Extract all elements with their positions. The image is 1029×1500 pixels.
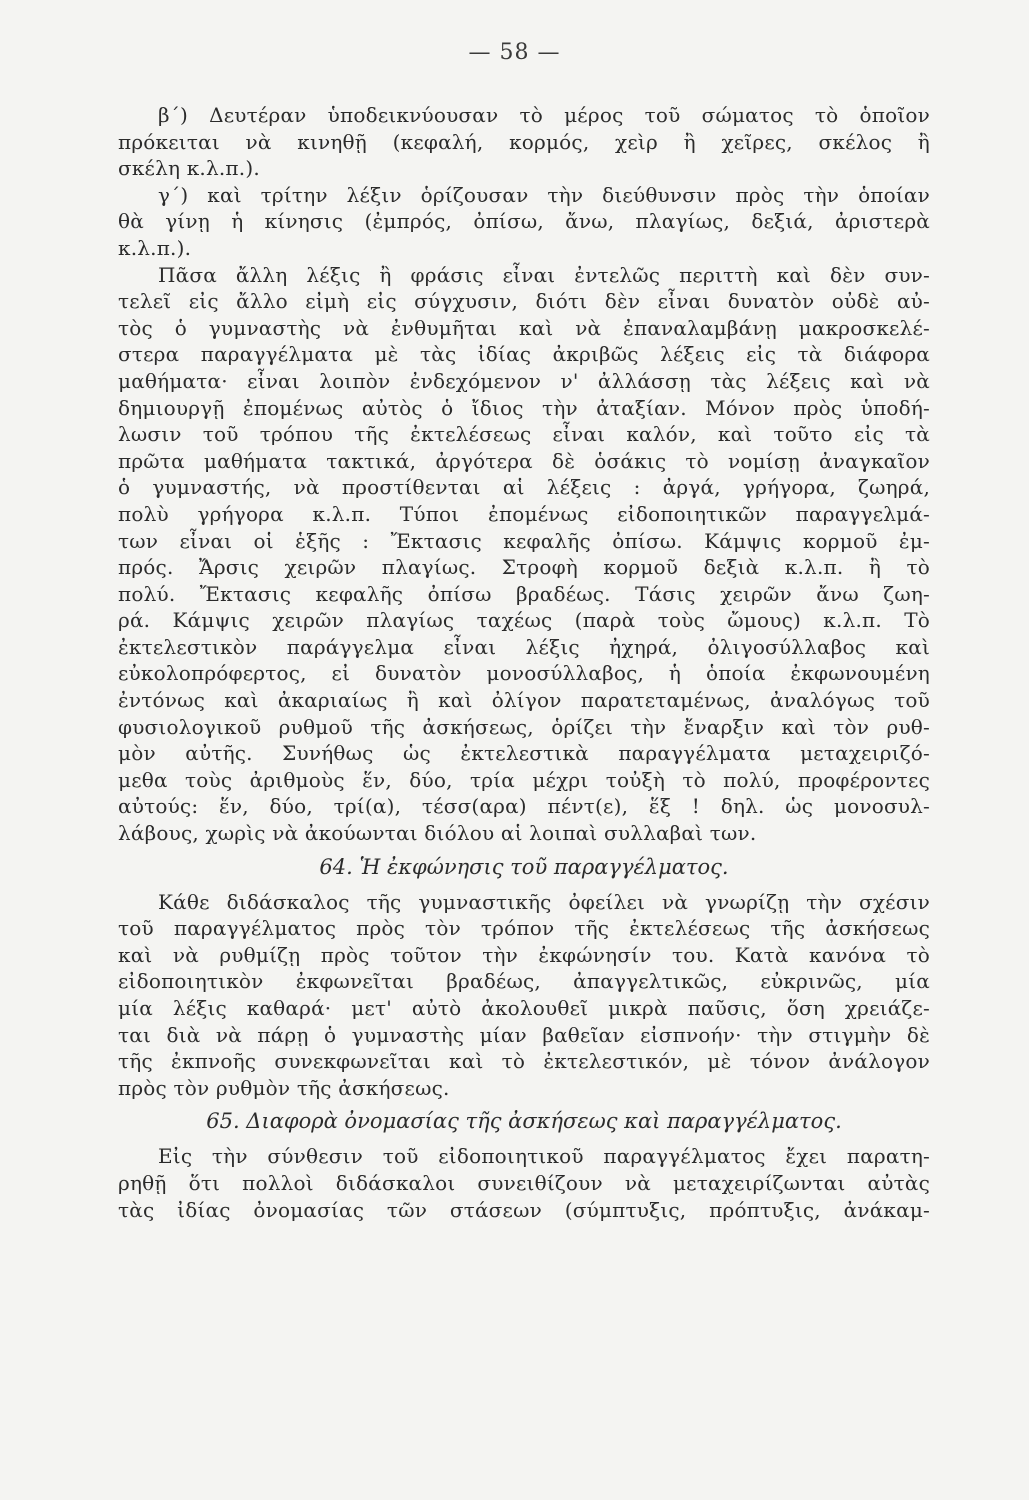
section — [118, 849, 930, 1102]
paragraph — [118, 262, 930, 847]
section-heading: 64. Ἡ ἐκφώνησις τοῦ παραγγέλματος. — [319, 854, 729, 879]
text-line: σκέλη κ.λ.π.). — [118, 156, 260, 181]
text-line: γ΄) καὶ τρίτην λέξιν ὁρίζουσαν τὴν διεύθυνσιν πρὸς τὴν ὁποίαν — [158, 182, 930, 207]
text-line: πρὸς τὸν ρυθμὸν τῆς ἀσκήσεως. — [118, 1075, 450, 1100]
text-line: στερα παραγγέλματα μὲ τὰς ἰδίας ἀκριβῶς λέξεις εἰς τὰ διάφορα — [118, 342, 930, 367]
section-heading: 65. Διαφορὰ ὀνομασίας τῆς ἀσκήσεως καὶ παραγγέλματος. — [206, 1109, 842, 1134]
text-line: ρά. Κάμψις χειρῶν πλαγίως ταχέως (παρὰ τοὺς ὤμους) κ.λ.π. Τὸ — [118, 608, 930, 633]
text-line: μὸν αὐτῆς. Συνήθως ὡς ἐκτελεστικὰ παραγγέλματα μεταχειριζό- — [118, 741, 930, 766]
text-line: φυσιολογικοῦ ρυθμοῦ τῆς ἀσκήσεως, ὁρίζει τὴν ἔναρξιν καὶ τὸν ρυθ- — [118, 714, 930, 739]
text-line: ρηθῇ ὅτι πολλοὶ διδάσκαλοι συνειθίζουν νὰ μεταχειρίζωνται αὐτὰς — [118, 1170, 930, 1195]
text-line: θὰ γίνῃ ἡ κίνησις (ἐμπρός, ὀπίσω, ἄνω, πλαγίως, δεξιά, ἀριστερὰ — [118, 209, 930, 234]
text-line: ται διὰ νὰ πάρῃ ὁ γυμναστὴς μίαν βαθεῖαν εἰσπνοήν· τὴν στιγμὴν δὲ — [118, 1022, 930, 1047]
text-line: τελεῖ εἰς ἄλλο εἰμὴ εἰς σύγχυσιν, διότι δὲν εἶναι δυνατὸν οὐδὲ αὐ- — [118, 289, 930, 314]
text-line: πολὺ γρήγορα κ.λ.π. Τύποι ἐπομένως εἰδοποιητικῶν παραγγελμά- — [118, 501, 930, 526]
text-line: δημιουργῇ ἐπομένως αὐτὸς ὁ ἴδιος τὴν ἀταξίαν. Μόνον πρὸς ὑποδή- — [118, 395, 930, 420]
text-line: β΄) Δευτέραν ὑποδεικνύουσαν τὸ μέρος τοῦ σώματος τὸ ὁποῖον — [158, 103, 930, 127]
text-line: τῆς ἐκπνοῆς συνεκφωνεῖται καὶ τὸ ἐκτελεστικόν, μὲ τόνον ἀνάλογον — [118, 1049, 930, 1074]
paragraph — [118, 182, 930, 262]
text-line: αὐτούς: ἕν, δύο, τρί(α), τέσσ(αρα) πέντ(ε), ἕξ ! δηλ. ὡς μονοσυλ- — [118, 794, 930, 819]
text-line: τὰς ἰδίας ὀνομασίας τῶν στάσεων (σύμπτυξις, πρόπτυξις, ἀνάκαμ- — [118, 1197, 930, 1222]
paragraph — [118, 102, 930, 182]
text-line: ἐκτελεστικὸν παράγγελμα εἶναι λέξις ἠχηρά, ὀλιγοσύλλαβος καὶ — [118, 634, 930, 659]
text-line: Εἰς τὴν σύνθεσιν τοῦ εἰδοποιητικοῦ παραγγέλματος ἔχει παρατη- — [158, 1144, 930, 1169]
text-line: μεθα τοὺς ἀριθμοὺς ἕν, δύο, τρία μέχρι τοὐξὴ τὸ πολύ, προφέροντες — [118, 767, 930, 792]
text-line: καὶ νὰ ρυθμίζῃ πρὸς τοῦτον τὴν ἐκφώνησίν του. Κατὰ κανόνα τὸ — [118, 942, 930, 967]
text-line: ἐντόνως καὶ ἀκαριαίως ἢ καὶ ὀλίγον παρατεταμένως, ἀναλόγως τοῦ — [118, 688, 930, 713]
text-line: κ.λ.π.). — [118, 235, 192, 260]
text-line: λωσιν τοῦ τρόπου τῆς ἐκτελέσεως εἶναι καλόν, καὶ τοῦτο εἰς τὰ — [118, 422, 930, 447]
text-line: εἰδοποιητικὸν ἐκφωνεῖται βραδέως, ἀπαγγελτικῶς, εὐκρινῶς, μία — [118, 969, 930, 994]
text-line: των εἶναι οἱ ἑξῆς : Ἔκτασις κεφαλῆς ὀπίσω. Κάμψις κορμοῦ ἐμ- — [118, 528, 930, 553]
text-line: Πᾶσα ἄλλη λέξις ἢ φράσις εἶναι ἐντελῶς περιττὴ καὶ δὲν συν- — [158, 262, 930, 287]
text-line: πολύ. Ἔκτασις κεφαλῆς ὀπίσω βραδέως. Τάσις χειρῶν ἄνω ζωη- — [118, 581, 930, 606]
text-line: πρόκειται νὰ κινηθῇ (κεφαλή, κορμός, χεὶρ ἢ χεῖρες, σκέλος ἢ — [118, 129, 930, 154]
section — [118, 1103, 930, 1223]
text-line: πρῶτα μαθήματα τακτικά, ἀργότερα δὲ ὁσάκις τὸ νομίσῃ ἀναγκαῖον — [118, 448, 930, 473]
text-line: εὐκολοπρόφερτος, εἰ δυνατὸν μονοσύλλαβος, ἡ ὁποία ἐκφωνουμένη — [118, 661, 930, 686]
text-line: Κάθε διδάσκαλος τῆς γυμναστικῆς ὀφείλει νὰ γνωρίζῃ τὴν σχέσιν — [158, 889, 930, 914]
page-number: — 58 — — [468, 40, 561, 65]
text-body — [118, 102, 930, 1223]
text-line: τὸς ὁ γυμναστὴς νὰ ἐνθυμῆται καὶ νὰ ἐπαναλαμβάνῃ μακροσκελέ- — [118, 315, 930, 340]
text-line: τοῦ παραγγέλματος πρὸς τὸν τρόπον τῆς ἐκτελέσεως τῆς ἀσκήσεως — [118, 916, 930, 941]
text-line: ὁ γυμναστής, νὰ προστίθενται αἱ λέξεις : ἀργά, γρήγορα, ζωηρά, — [118, 475, 930, 500]
text-line: λάβους, χωρὶς νὰ ἀκούωνται διόλου αἱ λοιπαὶ συλλαβαὶ των. — [118, 821, 757, 846]
text-line: πρός. Ἄρσις χειρῶν πλαγίως. Στροφὴ κορμοῦ δεξιὰ κ.λ.π. ἢ τὸ — [118, 555, 930, 580]
text-line: μία λέξις καθαρά· μετ' αὐτὸ ἀκολουθεῖ μικρὰ παῦσις, ὅση χρειάζε- — [118, 996, 930, 1020]
text-line: μαθήματα· εἶναι λοιπὸν ἐνδεχόμενον ν' ἀλλάσσῃ τὰς λέξεις καὶ νὰ — [118, 368, 930, 393]
